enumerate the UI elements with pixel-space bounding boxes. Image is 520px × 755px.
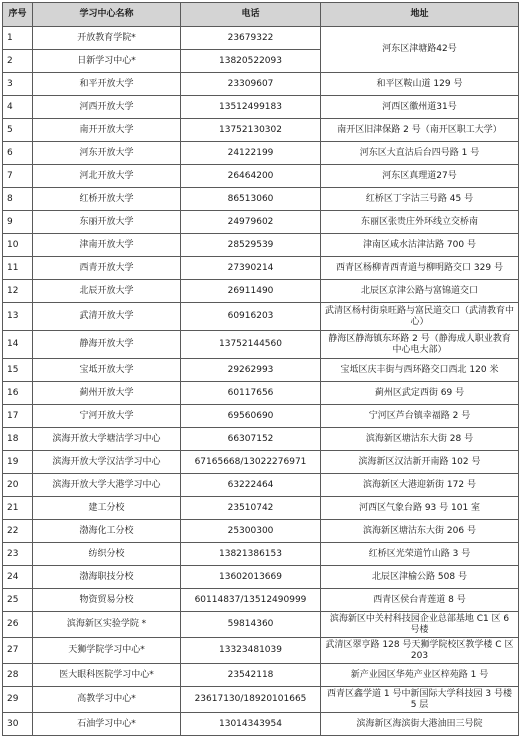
row-index: 9 xyxy=(3,211,33,234)
center-name: 宁河开放大学 xyxy=(33,405,181,428)
center-phone: 60114837/13512490999 xyxy=(181,589,321,612)
table-row xyxy=(3,359,519,382)
center-name: 高教学习中心* xyxy=(33,687,181,713)
table-row xyxy=(3,566,519,589)
center-phone: 13821386153 xyxy=(181,543,321,566)
table-row xyxy=(3,303,519,331)
table-row xyxy=(3,713,519,736)
center-address: 河东区大直沽后台四号路 1 号 xyxy=(321,142,519,165)
row-index: 4 xyxy=(3,96,33,119)
row-index: 5 xyxy=(3,119,33,142)
center-phone: 24979602 xyxy=(181,211,321,234)
center-address: 西青区侯台青莲道 8 号 xyxy=(321,589,519,612)
center-phone: 25300300 xyxy=(181,520,321,543)
header-index: 序号 xyxy=(3,3,33,27)
table-row xyxy=(3,664,519,687)
learning-center-directory xyxy=(2,2,518,736)
center-address: 蓟州区武定西街 69 号 xyxy=(321,382,519,405)
row-index: 23 xyxy=(3,543,33,566)
center-name: 滨海开放大学塘沽学习中心 xyxy=(33,428,181,451)
center-name: 日新学习中心* xyxy=(33,50,181,73)
center-phone: 23617130/18920101665 xyxy=(181,687,321,713)
center-address: 滨海新区塘沽东大街 28 号 xyxy=(321,428,519,451)
center-address: 西青区鑫学道 1 号中新国际大学科技园 3 号楼 5 层 xyxy=(321,687,519,713)
table-row xyxy=(3,27,519,50)
center-address: 津南区咸水沽津沽路 700 号 xyxy=(321,234,519,257)
table-row xyxy=(3,474,519,497)
center-address: 红桥区光荣道竹山路 3 号 xyxy=(321,543,519,566)
center-address: 宝坻区庆丰街与西环路交口西北 120 米 xyxy=(321,359,519,382)
center-address: 滨海新区汉沽新开南路 102 号 xyxy=(321,451,519,474)
center-phone: 63222464 xyxy=(181,474,321,497)
table-row xyxy=(3,257,519,280)
center-address: 滨海新区海滨街大港油田三号院 xyxy=(321,713,519,736)
center-phone: 27390214 xyxy=(181,257,321,280)
center-name: 河东开放大学 xyxy=(33,142,181,165)
center-phone: 59814360 xyxy=(181,612,321,638)
center-phone: 60916203 xyxy=(181,303,321,331)
header-phone: 电话 xyxy=(181,3,321,27)
row-index: 25 xyxy=(3,589,33,612)
center-name: 渤海化工分校 xyxy=(33,520,181,543)
center-phone: 13323481039 xyxy=(181,638,321,664)
row-index: 10 xyxy=(3,234,33,257)
row-index: 7 xyxy=(3,165,33,188)
center-phone: 23679322 xyxy=(181,27,321,50)
table-row xyxy=(3,96,519,119)
center-phone: 26464200 xyxy=(181,165,321,188)
center-phone: 13820522093 xyxy=(181,50,321,73)
table-row xyxy=(3,543,519,566)
center-phone: 60117656 xyxy=(181,382,321,405)
directory-table xyxy=(2,2,519,736)
table-row xyxy=(3,188,519,211)
row-index: 22 xyxy=(3,520,33,543)
table-row xyxy=(3,234,519,257)
row-index: 18 xyxy=(3,428,33,451)
center-name: 纺织分校 xyxy=(33,543,181,566)
center-address: 南开区旧津保路 2 号（南开区职工大学） xyxy=(321,119,519,142)
row-index: 6 xyxy=(3,142,33,165)
row-index: 11 xyxy=(3,257,33,280)
center-name: 医大眼科医院学习中心* xyxy=(33,664,181,687)
center-phone: 86513060 xyxy=(181,188,321,211)
center-address: 河东区津塘路42号 xyxy=(321,27,519,73)
center-phone: 67165668/13022276971 xyxy=(181,451,321,474)
table-row xyxy=(3,497,519,520)
table-row xyxy=(3,280,519,303)
center-name: 渤海职技分校 xyxy=(33,566,181,589)
center-name: 蓟州开放大学 xyxy=(33,382,181,405)
center-phone: 24122199 xyxy=(181,142,321,165)
table-row xyxy=(3,165,519,188)
center-phone: 23309607 xyxy=(181,73,321,96)
center-name: 天狮学院学习中心* xyxy=(33,638,181,664)
center-phone: 13752144560 xyxy=(181,331,321,359)
row-index: 3 xyxy=(3,73,33,96)
center-name: 滨海开放大学汉沽学习中心 xyxy=(33,451,181,474)
center-address: 西青区杨柳青西青道与柳明路交口 329 号 xyxy=(321,257,519,280)
center-address: 河西区气象台路 93 号 101 室 xyxy=(321,497,519,520)
table-row xyxy=(3,331,519,359)
center-address: 北辰区京津公路与富锦道交口 xyxy=(321,280,519,303)
center-address: 滨海新区塘沽东大街 206 号 xyxy=(321,520,519,543)
row-index: 8 xyxy=(3,188,33,211)
row-index: 19 xyxy=(3,451,33,474)
center-address: 红桥区丁字沽三号路 45 号 xyxy=(321,188,519,211)
center-address: 滨海新区大港迎新街 172 号 xyxy=(321,474,519,497)
row-index: 12 xyxy=(3,280,33,303)
center-phone: 69560690 xyxy=(181,405,321,428)
table-row xyxy=(3,520,519,543)
center-name: 西青开放大学 xyxy=(33,257,181,280)
row-index: 2 xyxy=(3,50,33,73)
row-index: 24 xyxy=(3,566,33,589)
header-name: 学习中心名称 xyxy=(33,3,181,27)
center-name: 东丽开放大学 xyxy=(33,211,181,234)
center-address: 武清区杨村街泉旺路与富民道交口（武清教育中心） xyxy=(321,303,519,331)
center-phone: 13602013669 xyxy=(181,566,321,589)
center-name: 和平开放大学 xyxy=(33,73,181,96)
table-row xyxy=(3,382,519,405)
table-row xyxy=(3,612,519,638)
table-row xyxy=(3,589,519,612)
center-name: 红桥开放大学 xyxy=(33,188,181,211)
center-address: 新产业园区华苑产业区梓苑路 1 号 xyxy=(321,664,519,687)
center-address: 滨海新区中关村科技园企业总部基地 C1 区 6 号楼 xyxy=(321,612,519,638)
center-name: 津南开放大学 xyxy=(33,234,181,257)
center-name: 物资贸易分校 xyxy=(33,589,181,612)
center-phone: 23510742 xyxy=(181,497,321,520)
table-header-row xyxy=(3,3,519,27)
table-row xyxy=(3,142,519,165)
center-name: 武清开放大学 xyxy=(33,303,181,331)
row-index: 14 xyxy=(3,331,33,359)
row-index: 30 xyxy=(3,713,33,736)
row-index: 16 xyxy=(3,382,33,405)
center-phone: 13014343954 xyxy=(181,713,321,736)
center-address: 宁河区芦台镇幸福路 2 号 xyxy=(321,405,519,428)
table-row xyxy=(3,451,519,474)
row-index: 26 xyxy=(3,612,33,638)
row-index: 28 xyxy=(3,664,33,687)
center-address: 和平区鞍山道 129 号 xyxy=(321,73,519,96)
center-phone: 28529539 xyxy=(181,234,321,257)
table-row xyxy=(3,638,519,664)
header-address: 地址 xyxy=(321,3,519,27)
row-index: 17 xyxy=(3,405,33,428)
table-row xyxy=(3,405,519,428)
row-index: 1 xyxy=(3,27,33,50)
center-name: 河西开放大学 xyxy=(33,96,181,119)
row-index: 21 xyxy=(3,497,33,520)
center-name: 南开开放大学 xyxy=(33,119,181,142)
center-name: 建工分校 xyxy=(33,497,181,520)
row-index: 20 xyxy=(3,474,33,497)
center-name: 滨海新区实验学院 * xyxy=(33,612,181,638)
row-index: 15 xyxy=(3,359,33,382)
center-name: 开放教育学院* xyxy=(33,27,181,50)
table-body xyxy=(3,27,519,736)
row-index: 27 xyxy=(3,638,33,664)
center-address: 东丽区张贵庄外环线立交桥南 xyxy=(321,211,519,234)
center-address: 武清区翠亨路 128 号天狮学院校区教学楼 C 区 203 xyxy=(321,638,519,664)
row-index: 29 xyxy=(3,687,33,713)
table-row xyxy=(3,687,519,713)
table-row xyxy=(3,119,519,142)
row-index: 13 xyxy=(3,303,33,331)
table-row xyxy=(3,73,519,96)
table-row xyxy=(3,211,519,234)
center-name: 石油学习中心* xyxy=(33,713,181,736)
center-name: 静海开放大学 xyxy=(33,331,181,359)
center-phone: 13512499183 xyxy=(181,96,321,119)
center-phone: 13752130302 xyxy=(181,119,321,142)
center-phone: 29262993 xyxy=(181,359,321,382)
center-address: 河东区真理道27号 xyxy=(321,165,519,188)
center-phone: 66307152 xyxy=(181,428,321,451)
center-address: 河西区徽州道31号 xyxy=(321,96,519,119)
center-name: 河北开放大学 xyxy=(33,165,181,188)
center-name: 宝坻开放大学 xyxy=(33,359,181,382)
center-name: 滨海开放大学大港学习中心 xyxy=(33,474,181,497)
center-address: 北辰区津榆公路 508 号 xyxy=(321,566,519,589)
center-address: 静海区静海镇东环路 2 号（静海成人职业教育中心电大部） xyxy=(321,331,519,359)
center-phone: 26911490 xyxy=(181,280,321,303)
table-row xyxy=(3,428,519,451)
center-name: 北辰开放大学 xyxy=(33,280,181,303)
center-phone: 23542118 xyxy=(181,664,321,687)
